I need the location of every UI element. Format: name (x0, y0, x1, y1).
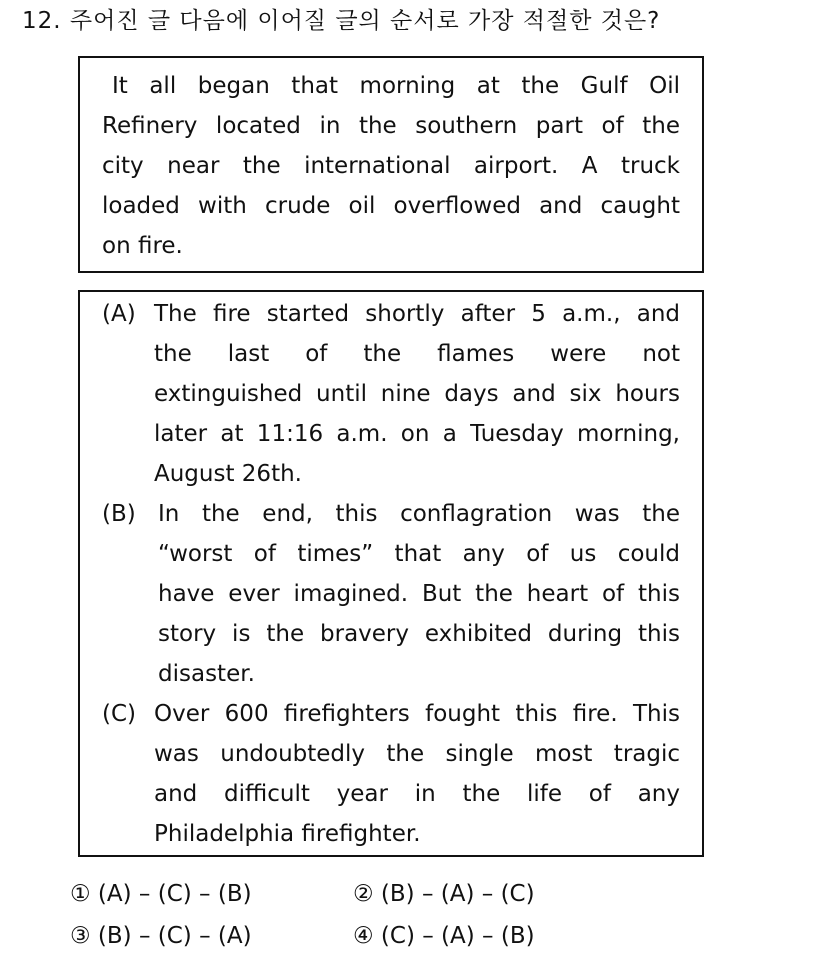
given-passage-box (78, 56, 704, 273)
option-c-label: (C) (102, 701, 137, 727)
option-a-label: (A) (102, 301, 136, 327)
answer-choice-2[interactable]: ② (B) – (A) – (C) (353, 881, 535, 907)
option-c-line: Over 600 firefighters fought this fire. This (154, 701, 680, 727)
option-a-line: The fire started shortly after 5 a.m., and (154, 301, 680, 327)
option-b-line: story is the bravery exhibited during this (158, 621, 680, 647)
answer-choice-4[interactable]: ④ (C) – (A) – (B) (353, 923, 535, 949)
option-b-line: have ever imagined. But the heart of this (158, 581, 680, 607)
option-b-label: (B) (102, 501, 136, 527)
option-a-line: later at 11:16 a.m. on a Tuesday morning, (154, 421, 680, 447)
option-c (102, 694, 680, 854)
option-b-line: In the end, this conflagration was the (158, 501, 680, 527)
passage-line: It all began that morning at the Gulf Oil (112, 73, 680, 99)
passage-line: on fire. (102, 233, 183, 259)
option-a-line: the last of the flames were not (154, 341, 680, 367)
option-c-line: and difficult year in the life of any (154, 781, 680, 807)
option-a-body (154, 294, 680, 494)
option-a (102, 294, 680, 494)
option-c-body (154, 694, 680, 854)
option-b (102, 494, 680, 694)
ordering-options-box (78, 290, 704, 857)
option-b-body (158, 494, 680, 694)
option-c-line: Philadelphia firefighter. (154, 821, 421, 847)
answer-choice-3[interactable]: ③ (B) – (C) – (A) (70, 923, 252, 949)
passage-line: loaded with crude oil overflowed and caught (102, 193, 680, 219)
option-a-line: extinguished until nine days and six hours (154, 381, 680, 407)
answer-choice-1[interactable]: ① (A) – (C) – (B) (70, 881, 252, 907)
option-b-line: disaster. (158, 661, 255, 687)
option-c-line: was undoubtedly the single most tragic (154, 741, 680, 767)
passage-line: city near the international airport. A truck (102, 153, 680, 179)
question-text: 12. 주어진 글 다음에 이어질 글의 순서로 가장 적절한 것은? (22, 8, 661, 34)
passage-line: Refinery located in the southern part of the (102, 113, 680, 139)
option-a-line: August 26th. (154, 461, 302, 487)
option-b-line: “worst of times” that any of us could (158, 541, 680, 567)
